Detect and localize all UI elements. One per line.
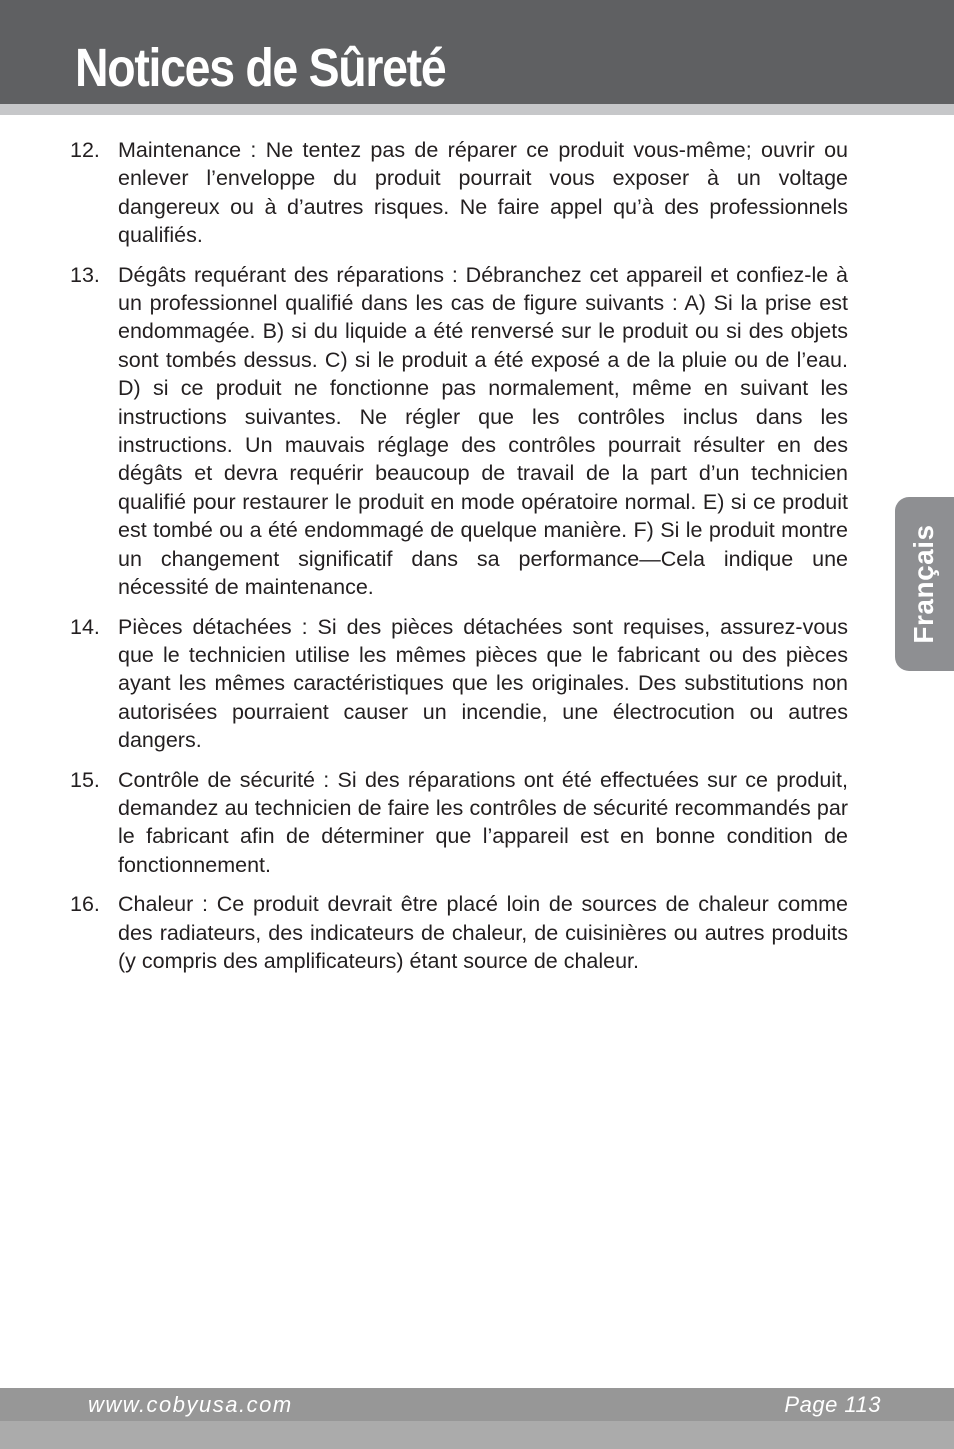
item-text: Pièces détachées : Si des pièces détachées sont requises, assurez-vous que le technicien utilise les mêmes pièces que le fabricant ou des pièces ayant les mêmes caractéristiques que les originales. Des substitutions non autorisées pourraient causer un incendie, une électrocution ou autres dangers. <box>118 614 848 753</box>
list-item <box>70 136 848 250</box>
language-tab-label: Français <box>908 524 939 644</box>
item-text: Maintenance : Ne tentez pas de réparer ce produit vous-même; ouvrir ou enlever l’enveloppe du produit pourrait vous exposer à un voltage dangereux ou à d’autres risques. Ne faire appel qu’à des professionnels qualifiés. <box>118 138 848 248</box>
item-text: Chaleur : Ce produit devrait être placé loin de sources de chaleur comme des radiateurs, des indicateurs de chaleur, de cuisinières ou autres produits (y compris des amplificateurs) étant source de chaleur. <box>118 892 848 973</box>
language-tab <box>895 497 954 671</box>
item-number: 14. <box>70 614 100 639</box>
notice-list <box>70 136 848 986</box>
item-text: Dégâts requérant des réparations : Débranchez cet appareil et confiez-le à un professionnel qualifié dans les cas de figure suivants : A) Si la prise est endommagée. B) si du liquide a été renversé sur le produit ou si des objets sont tombés dessus. C) si le produit a été exposé a de la pluie ou de l’eau. D) si ce produit ne fonctionne pas normalement, même en suivant les instructions suivantes. Ne régler que les contrôles inclus dans les instructions. Un mauvais réglage des contrôles pourrait résulter en des dégâts et devra requérir beaucoup de travail de la part d’un technicien qualifié pour restaurer le produit en mode opératoire normal. E) si ce produit est tombé ou a été endommagé de quelque manière. F) Si le produit montre un changement significatif dans sa performance—Cela indique une nécessité de maintenance. <box>118 262 848 600</box>
item-number: 16. <box>70 892 100 917</box>
list-item <box>70 890 848 975</box>
page-title: Notices de Sûreté <box>75 38 446 98</box>
item-number: 13. <box>70 262 100 287</box>
list-item <box>70 261 848 602</box>
page-number: Page 113 <box>784 1392 881 1417</box>
item-number: 12. <box>70 138 100 162</box>
list-item <box>70 613 848 755</box>
item-number: 15. <box>70 767 100 792</box>
item-text: Contrôle de sécurité : Si des réparations ont été effectuées sur ce produit, demandez au technicien de faire les contrôles de sécurité recommandés par le fabricant afin de déterminer que l’appareil est en bonne condition de fonctionnement. <box>118 767 848 877</box>
footer-url: www.cobyusa.com <box>88 1392 293 1417</box>
header-stripe <box>0 104 954 115</box>
list-item <box>70 766 848 880</box>
